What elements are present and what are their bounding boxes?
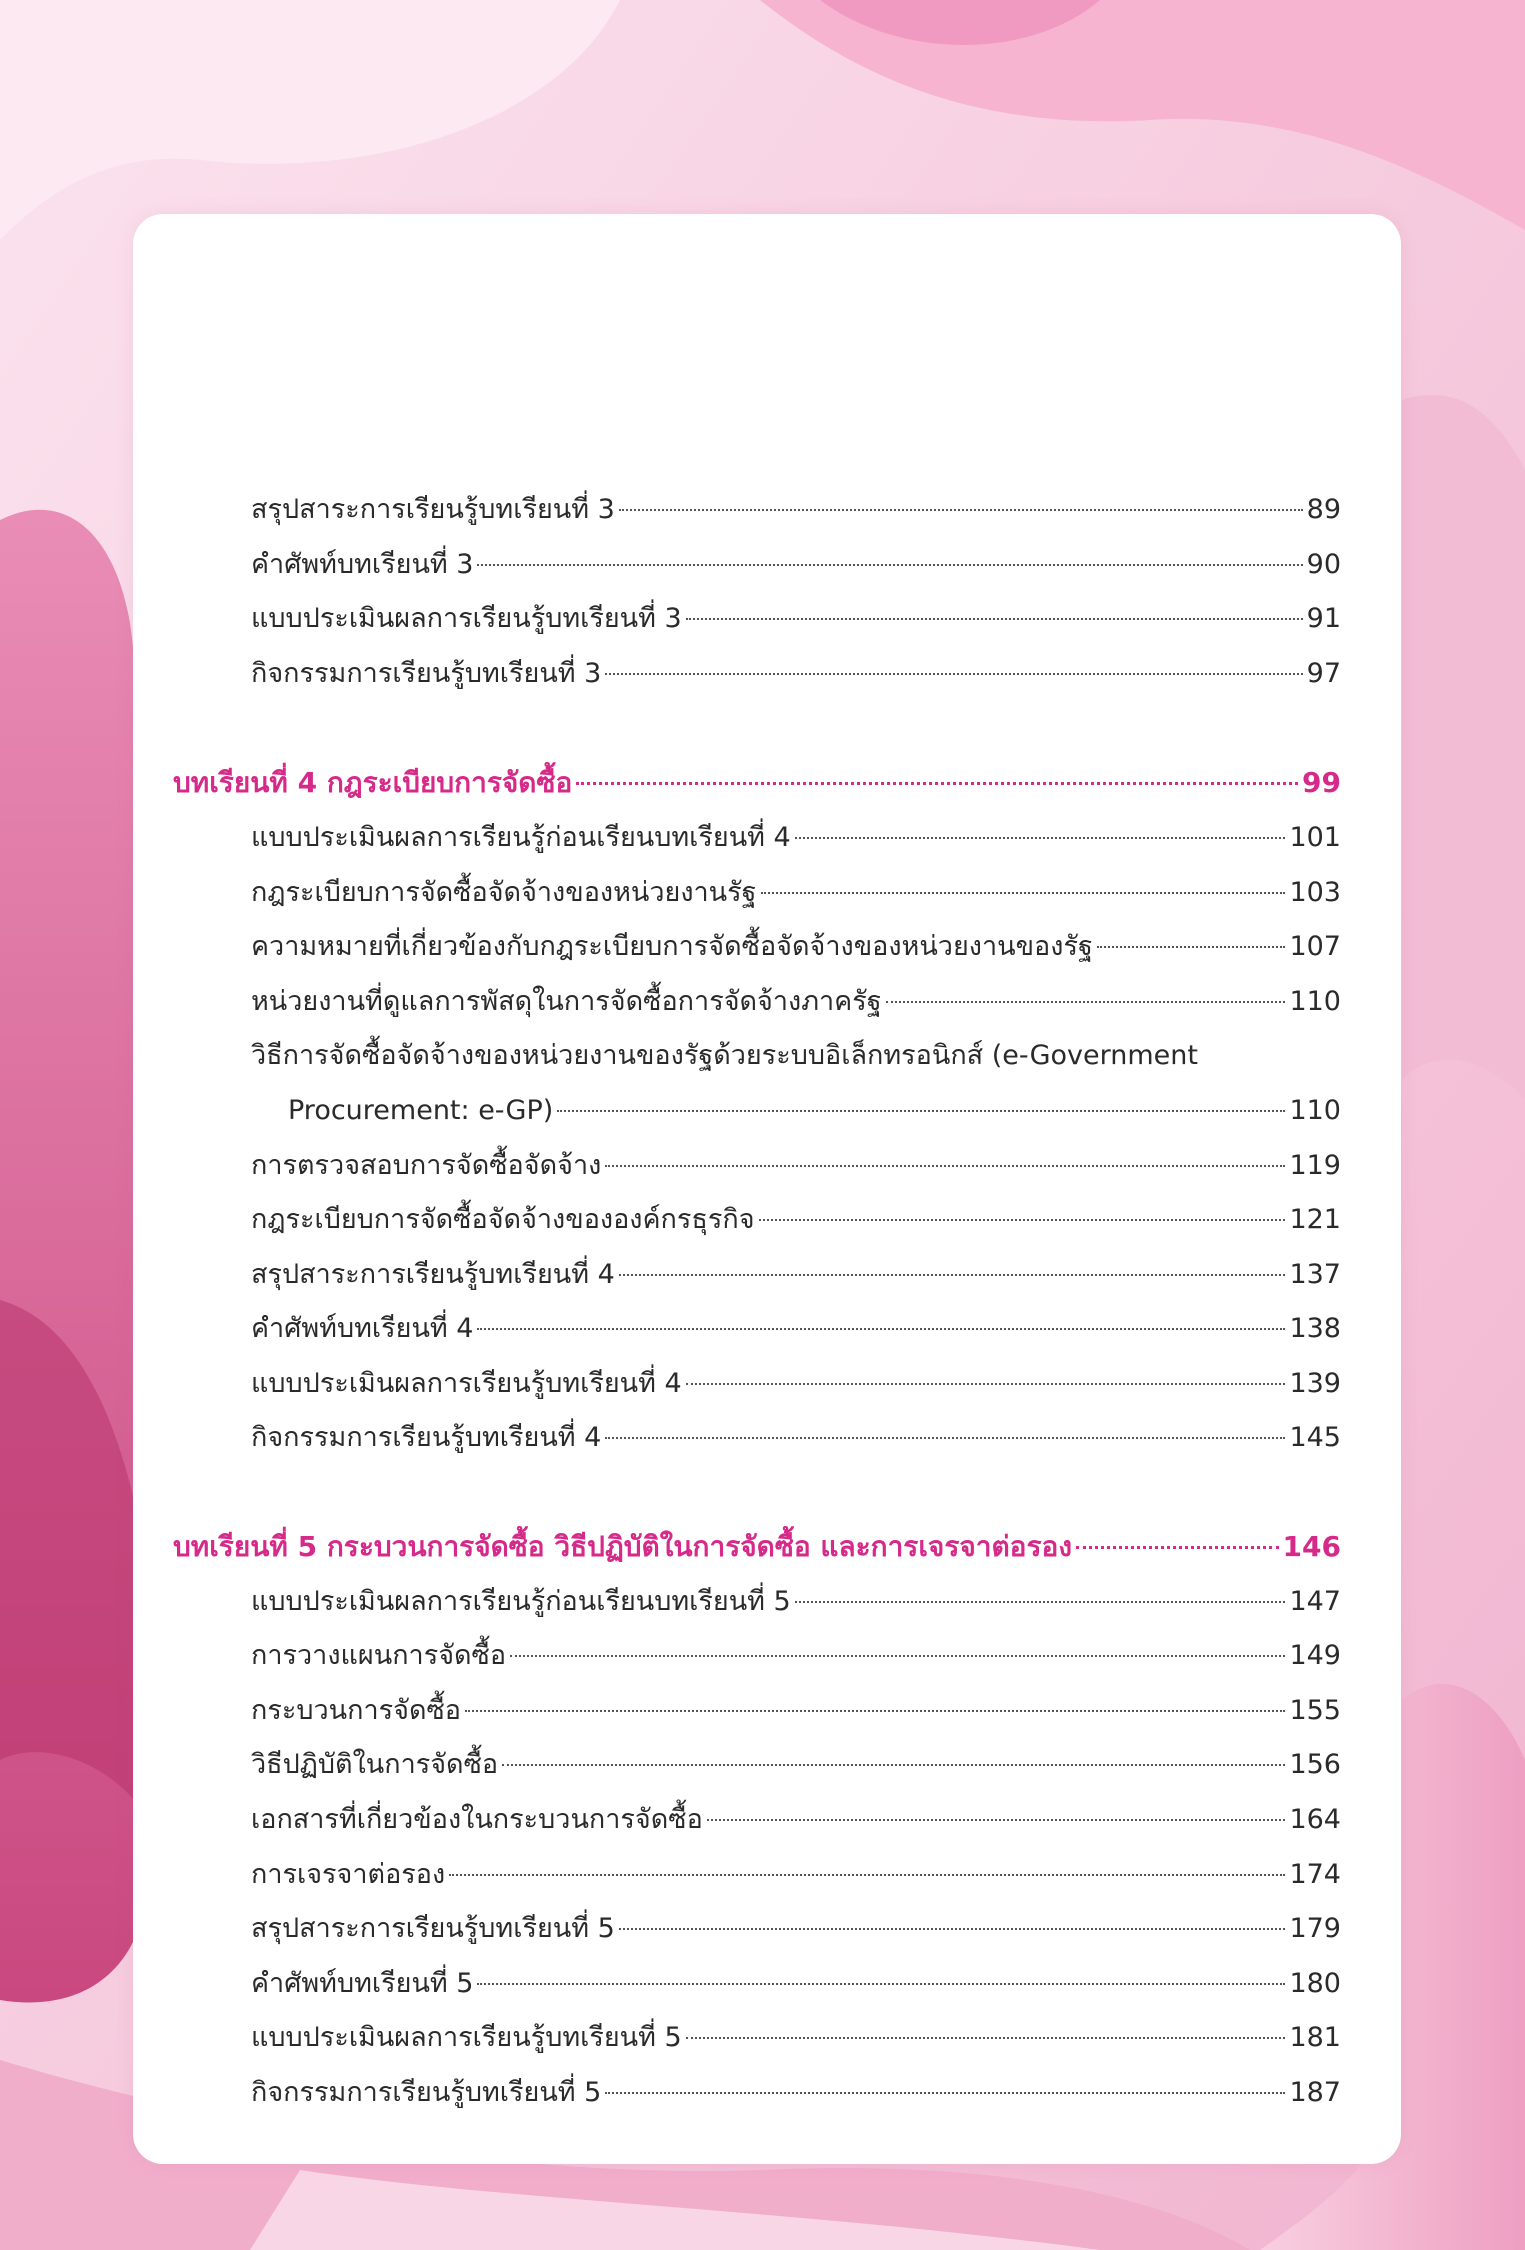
- dot-leader: [1097, 946, 1286, 948]
- dot-leader: [576, 782, 1298, 785]
- dot-leader: [795, 1601, 1286, 1603]
- toc-page-number: 164: [1289, 1804, 1341, 1835]
- toc-entry-title: การตรวจสอบการจัดซื้อจัดจ้าง: [251, 1150, 602, 1181]
- dot-leader: [707, 1819, 1286, 1821]
- toc-page-number: 155: [1289, 1695, 1341, 1726]
- dot-leader: [477, 1328, 1285, 1330]
- toc-entry-title: คำศัพท์บทเรียนที่ 5: [251, 1968, 474, 1999]
- toc-page-number: 91: [1306, 603, 1341, 634]
- toc-entry[interactable]: [251, 1248, 1341, 1302]
- toc-page-number: 187: [1289, 2077, 1341, 2108]
- toc-entry-title: แบบประเมินผลการเรียนรู้บทเรียนที่ 4: [251, 1368, 682, 1399]
- dot-leader: [619, 509, 1303, 511]
- toc-page-number: 180: [1289, 1968, 1341, 1999]
- toc-entry-title: เอกสารที่เกี่ยวข้องในกระบวนการจัดซื้อ: [251, 1804, 703, 1835]
- toc-entry-title: บทเรียนที่ 5 กระบวนการจัดซื้อ วิธีปฏิบัติในการจัดซื้อ และการเจรจาต่อรอง: [173, 1530, 1073, 1563]
- toc-entry[interactable]: [251, 811, 1341, 865]
- toc-entry[interactable]: [251, 647, 1341, 701]
- toc-page-number: 110: [1289, 986, 1341, 1017]
- table-of-contents: [133, 214, 1401, 2164]
- toc-entry-title: คำศัพท์บทเรียนที่ 3: [251, 549, 474, 580]
- toc-entry-title: การเจรจาต่อรอง: [251, 1859, 446, 1890]
- toc-entry-title: ความหมายที่เกี่ยวข้องกับกฎระเบียบการจัดซื้อจัดจ้างของหน่วยงานของรัฐ: [251, 931, 1093, 962]
- toc-entry[interactable]: [251, 592, 1341, 646]
- toc-entry-title: คำศัพท์บทเรียนที่ 4: [251, 1313, 474, 1344]
- toc-page-number: 121: [1289, 1204, 1341, 1235]
- toc-entry[interactable]: [251, 1848, 1341, 1902]
- toc-entry-title: แบบประเมินผลการเรียนรู้บทเรียนที่ 3: [251, 603, 682, 634]
- toc-entry[interactable]: [251, 1411, 1341, 1465]
- toc-entry-title: กระบวนการจัดซื้อ: [251, 1695, 462, 1726]
- toc-page-number: 146: [1282, 1530, 1341, 1563]
- dot-leader: [465, 1710, 1285, 1712]
- dot-leader: [686, 618, 1303, 620]
- toc-entry[interactable]: [251, 1193, 1341, 1247]
- toc-page-number: 179: [1289, 1913, 1341, 1944]
- toc-entry-title: สรุปสาระการเรียนรู้บทเรียนที่ 3: [251, 494, 615, 525]
- dot-leader: [605, 673, 1302, 675]
- toc-page-number: 138: [1289, 1313, 1341, 1344]
- toc-page-number: 89: [1306, 494, 1341, 525]
- toc-entry-title: หน่วยงานที่ดูแลการพัสดุในการจัดซื้อการจัดจ้างภาครัฐ: [251, 986, 882, 1017]
- dot-leader: [761, 892, 1286, 894]
- toc-entry[interactable]: [251, 2011, 1341, 2065]
- dot-leader: [477, 564, 1302, 566]
- toc-entry[interactable]: [251, 1629, 1341, 1683]
- toc-entry-title: สรุปสาระการเรียนรู้บทเรียนที่ 4: [251, 1259, 615, 1290]
- dot-leader: [619, 1928, 1286, 1930]
- toc-entry[interactable]: [251, 538, 1341, 592]
- toc-entry-title: สรุปสาระการเรียนรู้บทเรียนที่ 5: [251, 1913, 615, 1944]
- toc-entry[interactable]: [288, 1084, 1341, 1138]
- dot-leader: [605, 1437, 1285, 1439]
- toc-entry[interactable]: [251, 866, 1341, 920]
- toc-entry[interactable]: [251, 1738, 1341, 1792]
- toc-page-number: 147: [1289, 1586, 1341, 1617]
- toc-entry-title: Procurement: e-GP): [288, 1095, 554, 1126]
- toc-page-number: 103: [1289, 877, 1341, 908]
- toc-page-number: 181: [1289, 2022, 1341, 2053]
- dot-leader: [619, 1274, 1286, 1276]
- dot-leader: [759, 1219, 1286, 1221]
- toc-entry[interactable]: [251, 1357, 1341, 1411]
- toc-entry[interactable]: [251, 1575, 1341, 1629]
- dot-leader: [686, 1383, 1286, 1385]
- dot-leader: [605, 1165, 1285, 1167]
- toc-entry[interactable]: [251, 1139, 1341, 1193]
- toc-card: [133, 214, 1401, 2164]
- toc-page-number: 97: [1306, 658, 1341, 689]
- toc-entry-title: แบบประเมินผลการเรียนรู้บทเรียนที่ 5: [251, 2022, 682, 2053]
- toc-page-number: 156: [1289, 1749, 1341, 1780]
- toc-entry[interactable]: [251, 1029, 1198, 1083]
- toc-entry-title: แบบประเมินผลการเรียนรู้ก่อนเรียนบทเรียนที่ 4: [251, 822, 791, 853]
- dot-leader: [605, 2092, 1285, 2094]
- toc-entry-title: กฎระเบียบการจัดซื้อจัดจ้างของหน่วยงานรัฐ: [251, 877, 757, 908]
- toc-entry-title: วิธีปฏิบัติในการจัดซื้อ: [251, 1749, 499, 1780]
- dot-leader: [686, 2037, 1286, 2039]
- toc-page-number: 110: [1289, 1095, 1341, 1126]
- toc-entry-title: วิธีการจัดซื้อจัดจ้างของหน่วยงานของรัฐด้วยระบบอิเล็กทรอนิกส์ (e-Government: [251, 1040, 1198, 1071]
- toc-page-number: 145: [1289, 1422, 1341, 1453]
- toc-page-number: 174: [1289, 1859, 1341, 1890]
- dot-leader: [1076, 1546, 1279, 1549]
- toc-entry[interactable]: [251, 483, 1341, 537]
- toc-entry-title: กิจกรรมการเรียนรู้บทเรียนที่ 4: [251, 1422, 602, 1453]
- toc-page-number: 137: [1289, 1259, 1341, 1290]
- toc-page-number: 107: [1289, 931, 1341, 962]
- toc-chapter-heading[interactable]: [173, 1520, 1341, 1574]
- toc-page-number: 101: [1289, 822, 1341, 853]
- toc-entry-title: บทเรียนที่ 4 กฎระเบียบการจัดซื้อ: [173, 766, 573, 799]
- toc-page-number: 99: [1302, 766, 1341, 799]
- dot-leader: [795, 837, 1286, 839]
- toc-entry-title: การวางแผนการจัดซื้อ: [251, 1640, 507, 1671]
- toc-entry-title: กฎระเบียบการจัดซื้อจัดจ้างขององค์กรธุรกิจ: [251, 1204, 755, 1235]
- toc-chapter-heading[interactable]: [173, 756, 1341, 810]
- dot-leader: [557, 1110, 1285, 1112]
- dot-leader: [477, 1983, 1285, 1985]
- toc-entry[interactable]: [251, 975, 1341, 1029]
- toc-entry[interactable]: [251, 1793, 1341, 1847]
- dot-leader: [886, 1001, 1286, 1003]
- toc-entry[interactable]: [251, 1902, 1341, 1956]
- toc-page-number: 119: [1289, 1150, 1341, 1181]
- toc-page-number: 139: [1289, 1368, 1341, 1399]
- toc-entry[interactable]: [251, 1684, 1341, 1738]
- dot-leader: [510, 1655, 1285, 1657]
- toc-entry[interactable]: [251, 1957, 1341, 2011]
- toc-entry[interactable]: [251, 2066, 1341, 2120]
- toc-entry-title: กิจกรรมการเรียนรู้บทเรียนที่ 5: [251, 2077, 602, 2108]
- toc-page-number: 90: [1306, 549, 1341, 580]
- toc-entry[interactable]: [251, 1302, 1341, 1356]
- toc-entry-title: แบบประเมินผลการเรียนรู้ก่อนเรียนบทเรียนที่ 5: [251, 1586, 791, 1617]
- toc-entry-title: กิจกรรมการเรียนรู้บทเรียนที่ 3: [251, 658, 602, 689]
- toc-entry[interactable]: [251, 920, 1341, 974]
- dot-leader: [449, 1874, 1285, 1876]
- toc-page-number: 149: [1289, 1640, 1341, 1671]
- dot-leader: [502, 1764, 1285, 1766]
